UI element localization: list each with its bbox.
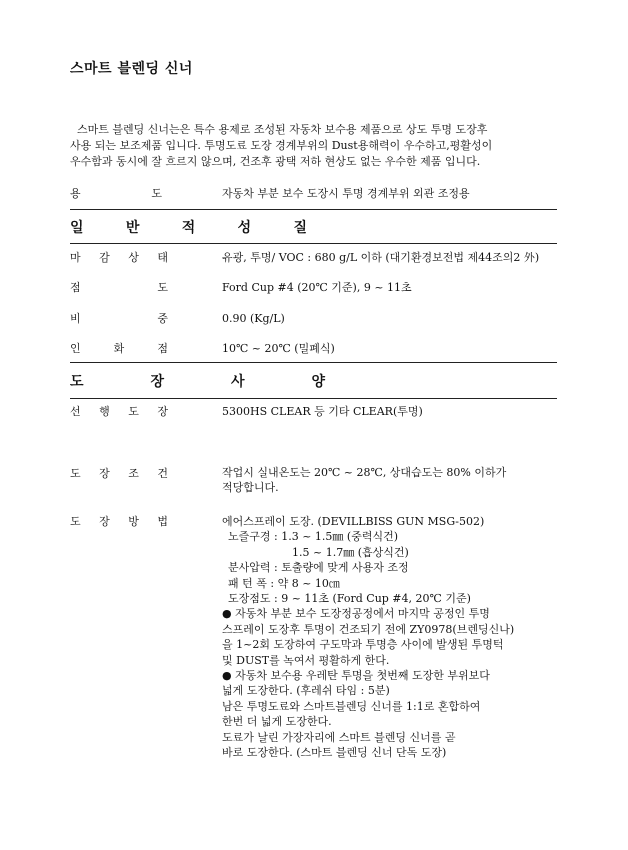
method-text: 에어스프레이 도장. (DEVILLBISS GUN MSG-502) 노즐구경 : 1.3 ~ 1.5㎜ (중력식건) 1.5 ~ 1.7㎜ (흡상식건) 분사압력 : 토출량에 맞게 사용자 조정 패 턴 폭 : 약 8 ~ 10㎝ 도장점도 : 9 ~ 11초 (Ford Cup #4, 20℃ 기준) ● 자동차 부분 보수 도장정공정에서 마지막 공정인 투명 스프레이 도장후 투명이 건조되기 전에 ZY0978(브렌딩신나) 을 1~2회 도장하여 구도막과 투명층 사이에 발생된 투명턱 및 DUST를 녹여서 평활하게 한다. ● 자동차 보수용 우레탄 투명을 첫번째 도장한 부위보다 넓게 도장한다. (후레쉬 타임 : 5분) 남은 투명도료와 스마트블렌딩 신너를 1:1로 혼합하여 한번 더 넓게 도장한다. 도료가 날린 가장자리에 스마트 블렌딩 신너를 곧 바로 도장한다. (스마트 블렌딩 신너 단독 도장) <box>222 515 515 760</box>
intro-line: 사용 되는 보조제품 입니다. 투명도료 도장 경계부위의 Dust용해력이 우수하고,평활성이 <box>70 139 493 152</box>
prop-value: 0.90 (Kg/L) <box>222 312 285 325</box>
prop-label: 인 화 점 <box>70 342 168 355</box>
intro-line: 스마트 블렌딩 신너는은 특수 용제로 조성된 자동차 보수용 제품으로 상도 투명 도장후 <box>70 123 488 136</box>
usage-label: 용 도 <box>70 187 162 200</box>
spec-label: 도 장 조 건 <box>70 467 168 480</box>
divider <box>70 243 557 244</box>
spec-value: 5300HS CLEAR 등 기타 CLEAR(투명) <box>222 405 423 418</box>
document-title: 스마트 블렌딩 신너 <box>70 61 193 77</box>
spec-label: 도 장 방 법 <box>70 515 168 528</box>
section-application-spec: 도 장 사 양 <box>70 373 325 390</box>
divider <box>70 398 557 399</box>
conditions-text: 작업시 실내온도는 20℃ ~ 28℃, 상대습도는 80% 이하가 적당합니다. <box>222 466 507 495</box>
spec-label: 선 행 도 장 <box>70 405 168 418</box>
bullet-item: ● 자동차 보수용 우레탄 투명을 첫번째 도장한 부위보다 <box>222 669 490 683</box>
prop-value: 10℃ ~ 20℃ (밀폐식) <box>222 342 335 355</box>
intro-line: 우수함과 동시에 잘 흐르지 않으며, 건조후 광택 저하 현상도 없는 우수한 제품 입니다. <box>70 155 481 168</box>
divider <box>70 362 557 363</box>
bullet-item: ● 자동차 부분 보수 도장정공정에서 마지막 공정인 투명 <box>222 607 490 621</box>
prop-value: 유광, 투명/ VOC : 680 g/L 이하 (대기환경보전법 제44조의2 外) <box>222 251 540 264</box>
prop-value: Ford Cup #4 (20℃ 기준), 9 ~ 11초 <box>222 281 412 294</box>
usage-value: 자동차 부분 보수 도장시 투명 경계부위 외관 조정용 <box>222 187 470 200</box>
prop-label: 점 도 <box>70 281 168 294</box>
intro-paragraph <box>70 122 570 170</box>
prop-label: 비 중 <box>70 312 168 325</box>
section-general-properties: 일 반 적 성 질 <box>70 219 307 236</box>
prop-label: 마 감 상 태 <box>70 251 168 264</box>
